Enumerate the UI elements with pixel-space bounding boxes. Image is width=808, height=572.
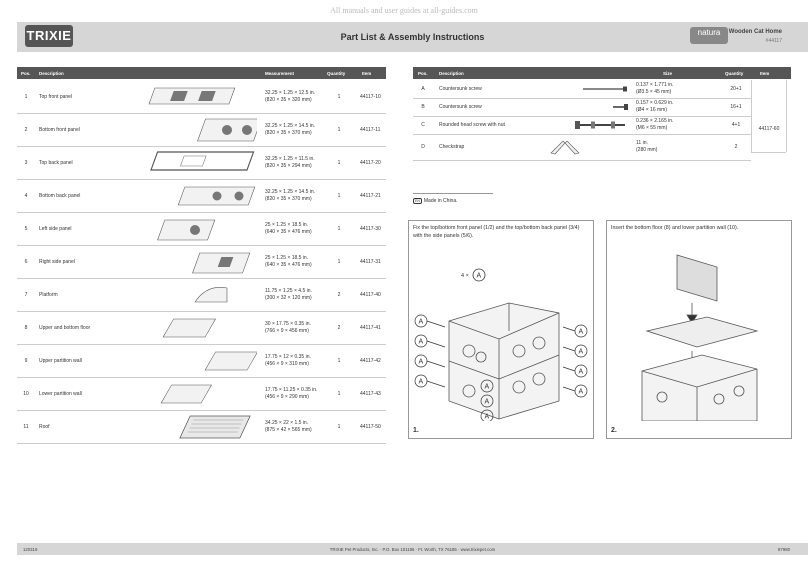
- row-item: 44117-40: [360, 291, 381, 298]
- row-quantity: 1: [337, 93, 341, 100]
- row-size: 0.137 × 1.771 in. (Ø3.5 × 45 mm): [636, 82, 674, 95]
- part-illustration: [147, 412, 257, 441]
- hardware-table-header: [413, 67, 791, 79]
- row-measurement: 32.25 × 1.25 × 14.5 in. (820 × 35 × 370 mm): [265, 188, 316, 202]
- header-bar: [17, 22, 808, 52]
- row-pos: 11: [23, 423, 29, 430]
- row-quantity: 1: [337, 126, 341, 133]
- svg-text:A: A: [418, 318, 424, 326]
- hardware-illustration: [531, 99, 631, 115]
- screw-a-callout-label: A: [476, 272, 482, 280]
- row-item: 44117-50: [360, 423, 381, 430]
- table-row: [17, 245, 386, 279]
- step-2-panel: [606, 220, 792, 439]
- col-measurement: Measurement: [265, 70, 295, 76]
- row-pos: 3: [24, 159, 28, 166]
- col-description: Description: [439, 70, 464, 76]
- row-pos: 10: [23, 390, 29, 397]
- row-description: Checkstrap: [439, 144, 465, 150]
- svg-text:A: A: [418, 358, 424, 366]
- row-quantity: 2: [734, 144, 738, 150]
- table-row: [17, 344, 386, 378]
- row-pos: C: [421, 122, 425, 128]
- row-measurement: 25 × 1.25 × 18.5 in. (640 × 35 × 476 mm): [265, 254, 312, 268]
- svg-text:A: A: [418, 338, 424, 346]
- divider: [413, 193, 493, 194]
- col-pos: Pos.: [418, 70, 428, 76]
- table-row: [17, 179, 386, 213]
- row-size: 11 in. (280 mm): [636, 140, 658, 153]
- row-description: Bottom front panel: [39, 126, 80, 133]
- row-description: Upper and bottom floor: [39, 324, 91, 331]
- table-row: [17, 212, 386, 246]
- table-row: [17, 113, 386, 147]
- col-quantity: Quantity: [725, 70, 744, 76]
- col-pos: Pos.: [21, 70, 31, 76]
- row-item: 44117-42: [360, 357, 381, 364]
- svg-text:A: A: [578, 388, 584, 396]
- row-quantity: 1: [337, 225, 341, 232]
- row-pos: 6: [24, 258, 28, 265]
- part-illustration: [147, 247, 257, 276]
- table-row: [17, 80, 386, 114]
- step-2-illustration: [607, 251, 791, 421]
- row-item: 44117-41: [360, 324, 381, 331]
- row-description: Rounded head screw with nut: [439, 122, 505, 128]
- table-row: [17, 311, 386, 345]
- row-pos: 9: [24, 357, 28, 364]
- hardware-illustration: [531, 81, 631, 97]
- row-description: Platform: [39, 291, 58, 298]
- part-illustration: [147, 148, 257, 177]
- row-pos: 8: [24, 324, 28, 331]
- row-pos: 5: [24, 225, 28, 232]
- row-pos: A: [421, 86, 425, 92]
- row-quantity: 1: [337, 159, 341, 166]
- svg-text:A: A: [418, 378, 424, 386]
- item-column-divider: [751, 80, 752, 152]
- part-illustration: [147, 115, 257, 144]
- page-title: Part List & Assembly Instructions: [340, 32, 485, 42]
- row-measurement: 32.25 × 1.25 × 12.5 in. (820 × 35 × 320 mm): [265, 89, 316, 103]
- table-row: [413, 98, 751, 117]
- row-description: Countersunk screw: [439, 86, 482, 92]
- row-measurement: 11.75 × 1.25 × 4.5 in. (300 × 32 × 120 mm): [265, 287, 312, 301]
- row-description: Right side panel: [39, 258, 75, 265]
- row-description: Roof: [39, 423, 50, 430]
- footer-code: 120319: [23, 547, 38, 552]
- part-illustration: [147, 181, 257, 210]
- col-size: Size: [663, 70, 673, 76]
- hardware-illustration: [531, 135, 631, 159]
- table-row: [17, 146, 386, 180]
- step-1-panel: [408, 220, 594, 439]
- svg-text:A: A: [578, 348, 584, 356]
- trixie-logo: TRIXIE: [25, 25, 73, 47]
- hardware-illustration: [531, 117, 631, 133]
- row-quantity: 20+1: [730, 86, 742, 92]
- hardware-item-number: 44117-60: [758, 126, 780, 132]
- product-name: Wooden Cat Home: [728, 29, 782, 35]
- row-description: Top front panel: [39, 93, 73, 100]
- row-item: 44117-31: [360, 258, 381, 265]
- row-quantity: 1: [337, 258, 341, 265]
- made-in: [413, 198, 458, 204]
- table-row: [413, 134, 751, 161]
- part-illustration: [147, 280, 257, 309]
- svg-text:A: A: [484, 398, 490, 406]
- row-measurement: 32.25 × 1.25 × 14.5 in. (820 × 35 × 370 mm): [265, 122, 316, 136]
- row-quantity: 1: [337, 357, 341, 364]
- natura-logo-text: natura: [697, 28, 721, 37]
- row-pos: 4: [24, 192, 28, 199]
- product-number: #44117: [765, 38, 782, 44]
- row-item: 44117-10: [360, 93, 381, 100]
- row-pos: B: [421, 104, 425, 110]
- part-illustration: [147, 313, 257, 342]
- step-2-number: 2.: [611, 427, 617, 434]
- row-quantity: 1: [337, 423, 341, 430]
- table-row: [17, 410, 386, 444]
- row-quantity: 16+1: [730, 104, 742, 110]
- row-description: Countersunk screw: [439, 104, 482, 110]
- svg-text:A: A: [578, 328, 584, 336]
- row-measurement: 30 × 17.75 × 0.35 in. (766 × 9 × 456 mm): [265, 320, 311, 334]
- step-1-text: Fix the top/bottom front panel (1/2) and the top/bottom back panel (3/4) with the side panels (5/6).: [413, 225, 580, 239]
- row-measurement: 25 × 1.25 × 18.5 in. (640 × 35 × 476 mm): [265, 221, 312, 235]
- row-size: 0.157 × 0.629 in. (Ø4 × 16 mm): [636, 100, 674, 113]
- table-row: [413, 116, 751, 135]
- row-quantity: 2: [337, 291, 341, 298]
- language-badge: EN: [415, 199, 420, 203]
- row-item: 44117-21: [360, 192, 381, 199]
- row-description: Lower partition wall: [39, 390, 82, 397]
- col-description: Description: [39, 70, 64, 76]
- row-description: Top back panel: [39, 159, 73, 166]
- row-pos: D: [421, 144, 425, 150]
- step-1-number: 1.: [413, 427, 419, 434]
- row-pos: 1: [24, 93, 28, 100]
- row-description: Bottom back panel: [39, 192, 81, 199]
- table-row: [17, 278, 386, 312]
- part-illustration: [147, 82, 257, 111]
- svg-text:A: A: [484, 413, 490, 421]
- table-row: [413, 80, 751, 99]
- row-item: 44117-11: [360, 126, 381, 133]
- row-item: 44117-43: [360, 390, 381, 397]
- row-description: Upper partition wall: [39, 357, 82, 364]
- part-illustration: [147, 379, 257, 408]
- row-size: 0.236 × 2.165 in. (M6 × 55 mm): [636, 118, 674, 131]
- row-measurement: 17.75 × 12 × 0.35 in. (456 × 9 × 310 mm): [265, 353, 311, 367]
- made-in-text: Made in China.: [423, 198, 458, 204]
- table-row: [17, 377, 386, 411]
- part-illustration: [147, 214, 257, 243]
- row-measurement: 34.25 × 22 × 1.5 in. (875 × 42 × 565 mm): [265, 419, 312, 433]
- col-item: Item: [362, 70, 372, 76]
- row-quantity: 1: [337, 192, 341, 199]
- watermark: All manuals and user guides at all-guides.com: [330, 6, 478, 15]
- row-measurement: 17.75 × 11.25 × 0.35 in. (456 × 9 × 290 mm): [265, 386, 318, 400]
- col-quantity: Quantity: [327, 70, 346, 76]
- step-1-illustration: [409, 251, 593, 421]
- svg-text:A: A: [578, 368, 584, 376]
- row-quantity: 4+1: [731, 122, 741, 128]
- step-2-text: Insert the bottom floor (8) and lower partition wall (10).: [611, 225, 739, 231]
- row-pos: 7: [24, 291, 28, 298]
- footer-address: TRIXIE Pet Products, Inc. · P.O. Box 101196 · Ft. Worth, TX 76185 · www.trixiepet.com: [329, 547, 496, 552]
- row-pos: 2: [24, 126, 28, 133]
- row-item: 44117-20: [360, 159, 381, 166]
- part-illustration: [147, 346, 257, 375]
- natura-logo: [690, 27, 728, 44]
- parts-table-header: [17, 67, 386, 79]
- row-quantity: 1: [337, 390, 341, 397]
- callout-quantity: 4 ×: [461, 273, 469, 279]
- hardware-bottom-line: [751, 152, 786, 153]
- svg-text:A: A: [484, 383, 490, 391]
- col-item: Item: [760, 70, 770, 76]
- pos-column-divider: [786, 80, 787, 152]
- row-item: 44117-30: [360, 225, 381, 232]
- footer-bar: [17, 543, 808, 555]
- footer-number: 87980: [778, 547, 790, 552]
- row-description: Left side panel: [39, 225, 72, 232]
- row-measurement: 32.25 × 1.25 × 11.5 in. (820 × 35 × 294 mm): [265, 155, 315, 169]
- row-quantity: 2: [337, 324, 341, 331]
